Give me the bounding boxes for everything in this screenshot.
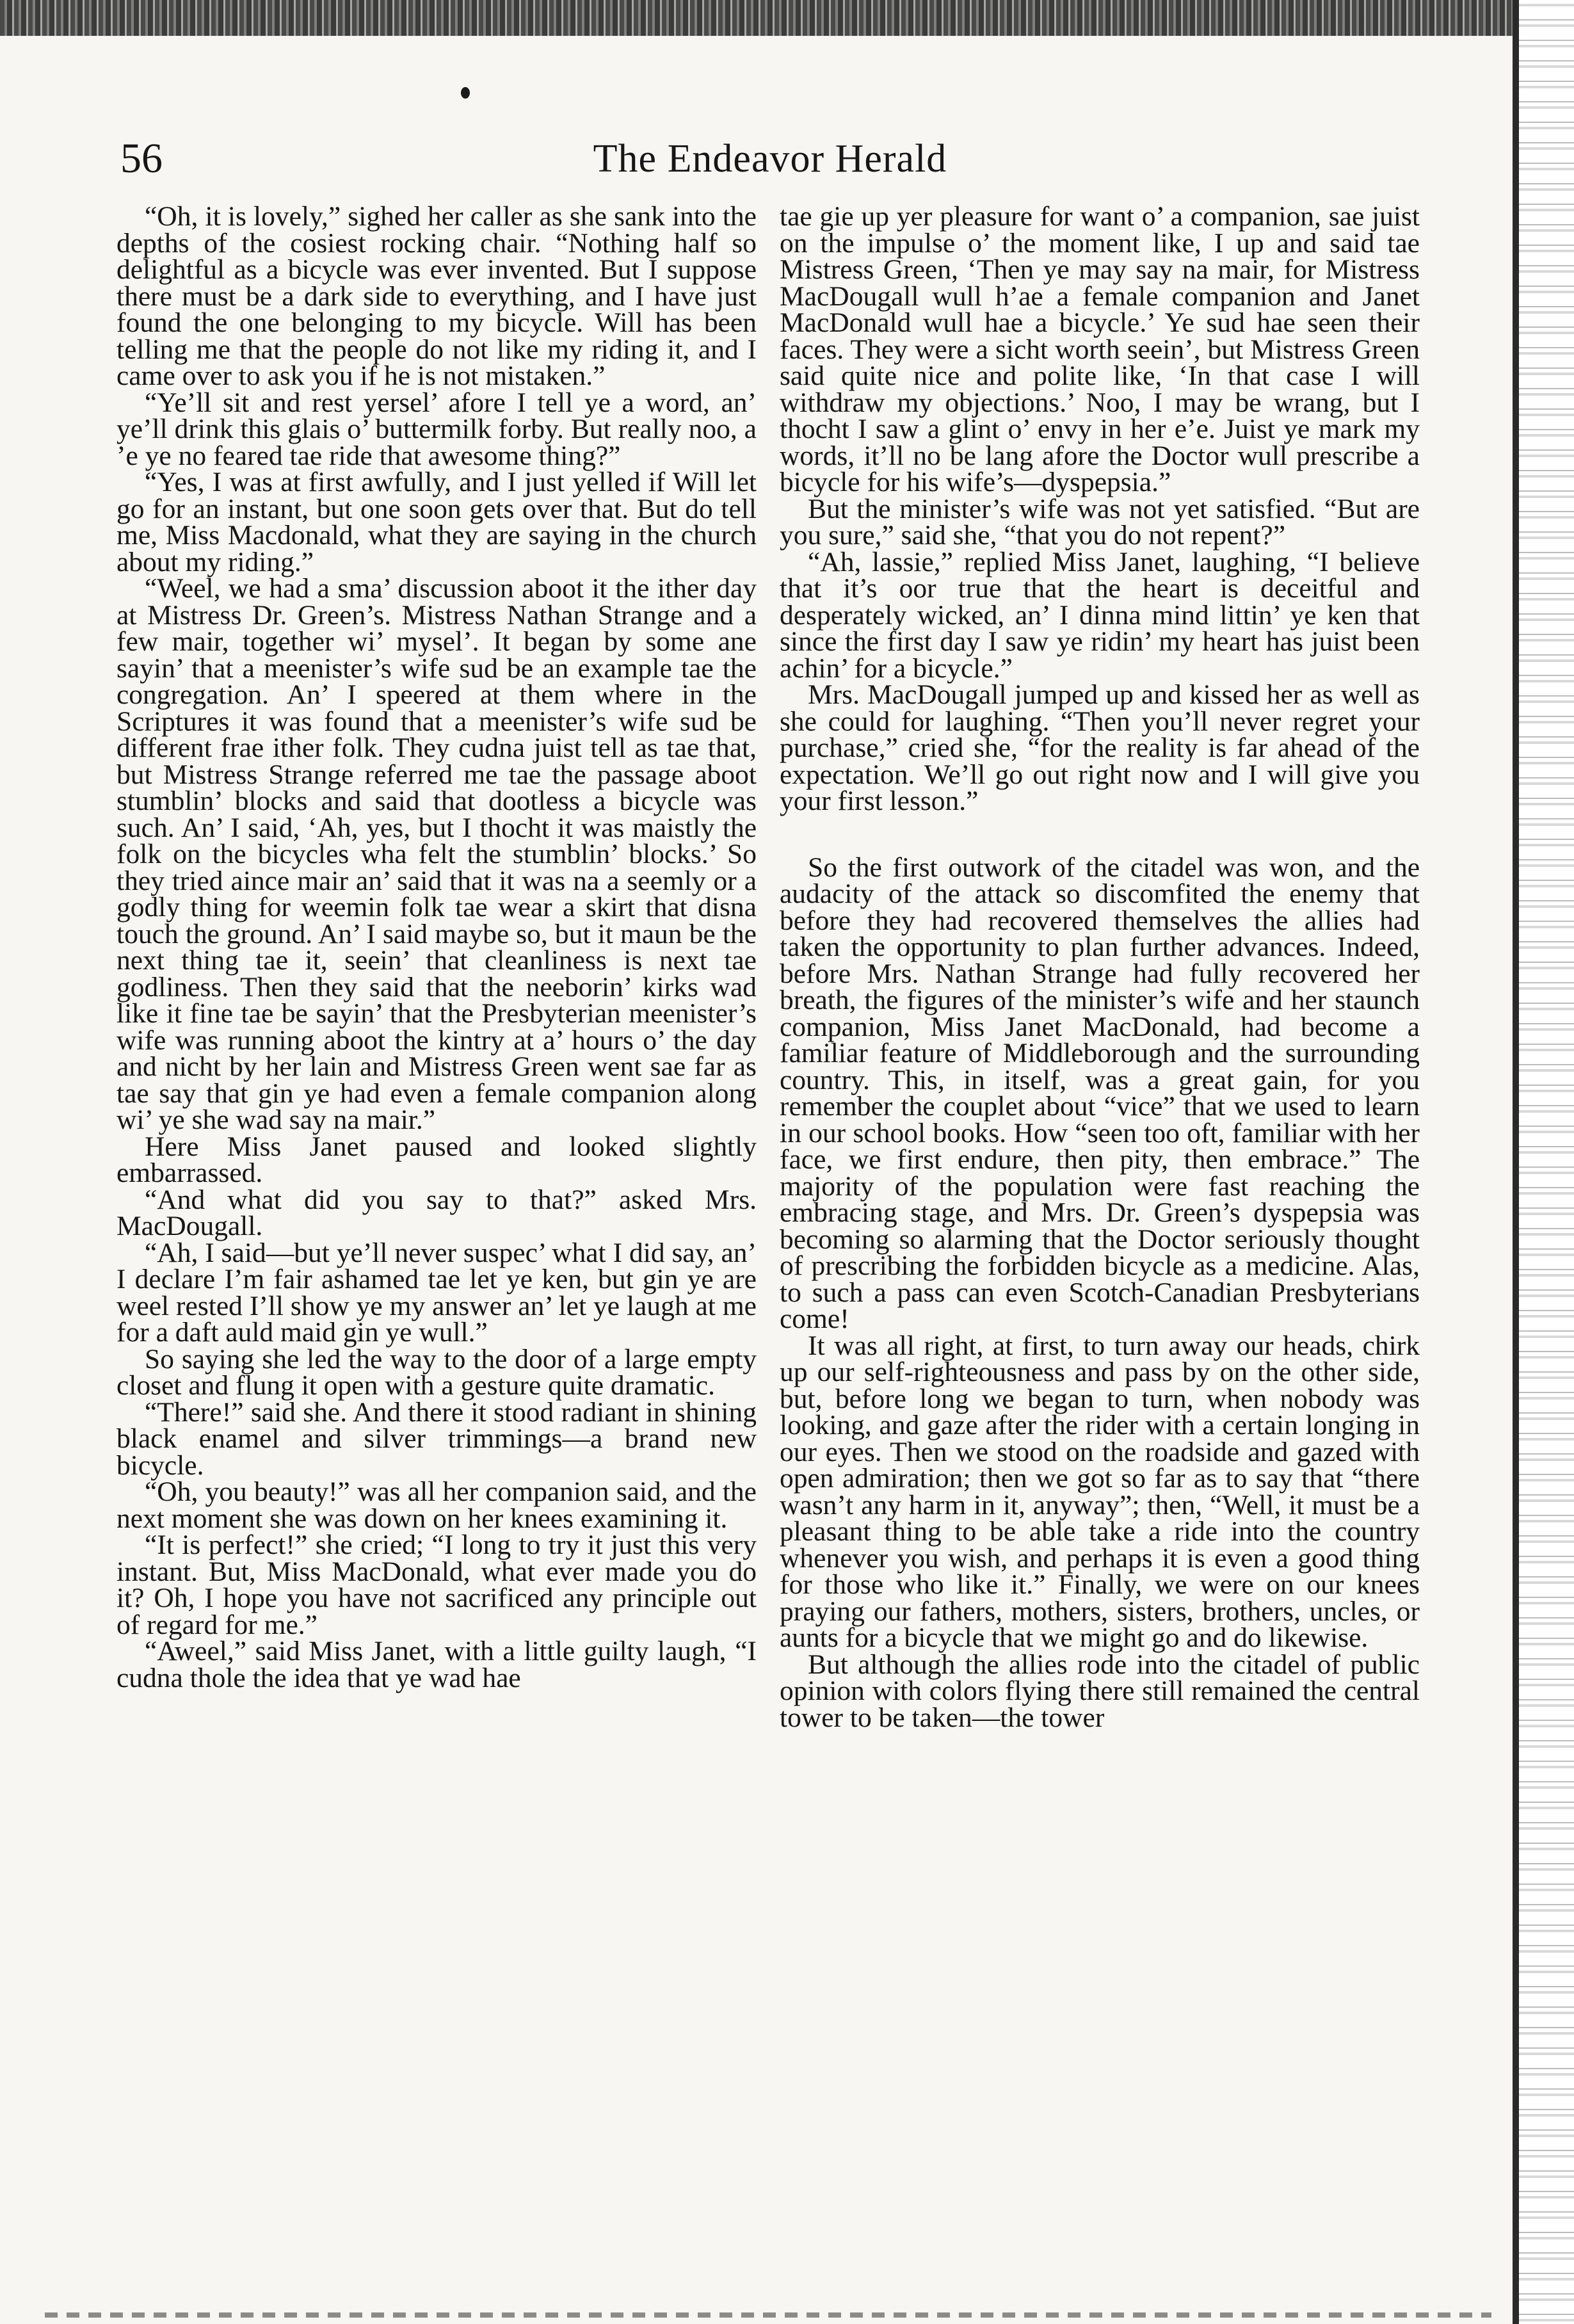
scan-edge-bottom — [45, 2312, 1491, 2318]
paragraph: “Oh, you beauty!” was all her companion said, and the next moment she was down on her knees examining it. — [116, 1476, 757, 1534]
paragraph: “Ah, I said—but ye’ll never suspec’ what I did say, an’ I declare I’m fair ashamed tae let ye ken, but gin ye are weel rested I’ll show ye my answer an’ let ye laugh at me for a daft auld maid gin ye wull.” — [116, 1237, 757, 1348]
ink-speck — [461, 87, 470, 99]
paragraph: Mrs. MacDougall jumped up and kissed her as well as she could for laughing. “Then you’ll never regret your purchase,” cried she, “for the reality is far ahead of the expectation. We’ll go out right now and I will give you your first lesson.” — [780, 679, 1420, 816]
paragraph: “Aweel,” said Miss Janet, with a little guilty laugh, “I cudna thole the idea that ye wad hae — [116, 1636, 757, 1693]
paragraph: “Yes, I was at first awfully, and I just yelled if Will let go for an instant, but one soon gets over that. But do tell me, Miss Macdonald, what they are saying in the church about my riding.” — [116, 467, 757, 577]
paragraph: “There!” said she. And there it stood radiant in shining black enamel and silver trimmings—a brand new bicycle. — [116, 1396, 757, 1481]
paragraph: “And what did you say to that?” asked Mrs. MacDougall. — [116, 1184, 757, 1241]
paragraph: It was all right, at first, to turn away our heads, chirk up our self-righteousness and pass by on the other side, but, before long we began to turn, when nobody was looking, and gaze after the rider with a certain longing in our eyes. Then we stood on the roadside and gazed with open admiration; then we got so far as to say that “there wasn’t any harm in it, anyway”; then, “Well, it must be a pleasant thing to be able take a ride into the country whenever you wish, and perhaps it is even a good thing for those who like it.” Finally, we were on our knees praying our fathers, mothers, sisters, brothers, uncles, or aunts for a bicycle that we might go and do likewise. — [780, 1330, 1420, 1653]
paragraph: So saying she led the way to the door of a large empty closet and flung it open with a gesture quite dramatic. — [116, 1343, 757, 1401]
paragraph: “Ye’ll sit and rest yersel’ afore I tell ye a word, an’ ye’ll drink this glais o’ buttermilk forby. But really noo, a ’e ye no feared tae ride that awesome thing?” — [116, 387, 757, 471]
right-column — [780, 201, 1420, 1733]
paragraph: “Oh, it is lovely,” sighed her caller as she sank into the depths of the cosiest rocking chair. “Nothing half so delightful as a bicycle was ever invented. But I suppose there must be a dark side to everything, and I have just found the one belonging to my bicycle. Will has been telling me that the people do not like my riding it, and I came over to ask you if he is not mistaken.” — [116, 201, 757, 391]
paragraph: Here Miss Janet paused and looked slightly embarrassed. — [116, 1131, 757, 1188]
left-column — [116, 201, 757, 1693]
paragraph: “Weel, we had a sma’ discussion aboot it the ither day at Mistress Dr. Green’s. Mistress Nathan Strange and a few mair, together wi’ mysel’. It began by some ane sayin’ that a meenister’s wife sud be an example tae the congregation. An’ I speered at them where in the Scriptures it was found that a meenister’s wife sud be different frae ither folk. They cudna juist tell as tae that, but Mistress Strange referred me tae the passage aboot stumblin’ blocks and said that dootless a bicycle was such. An’ I said, ‘Ah, yes, but I thocht it was maistly the folk on the bicycles wha felt the stumblin’ blocks.’ So they tried aince mair an’ said that it was na a seemly or a godly thing for weemin folk tae wear a skirt that disna touch the ground. An’ I said maybe so, but it maun be the next thing tae it, seein’ that cleanliness is next tae godliness. Then they said that the neeborin’ kirks wad like it fine tae be sayin’ that the Presbyterian meenister’s wife was running aboot the kintry at a’ hours o’ the day and nicht by her lain and Mistress Green went sae far as tae say that gin ye had even a female companion along wi’ ye she wad say na mair.” — [116, 573, 757, 1135]
journal-title: The Endeavor Herald — [593, 137, 947, 181]
paragraph: “It is perfect!” she cried; “I long to try it just this very instant. But, Miss MacDonald, what ever made you do it? Oh, I hope you have not sacrificed any principle out of regard for me.” — [116, 1529, 757, 1640]
paragraph: So the first outwork of the citadel was won, and the audacity of the attack so discomfited the enemy that before they had recovered themselves the allies had taken the opportunity to plan further advances. Indeed, before Mrs. Nathan Strange had fully recovered her breath, the figures of the minister’s wife and her staunch companion, Miss Janet MacDonald, had become a familiar feature of Middleborough and the surrounding country. This, in itself, was a great gain, for you remember the couplet about “vice” that we used to learn in our school books. How “seen too oft, familiar with her face, we first endure, then pity, then embrace.” The majority of the population were fast reaching the embracing stage, and Mrs. Dr. Green’s dyspepsia was becoming so alarming that the Doctor seriously thought of prescribing the forbidden bicycle as a medicine. Alas, to such a pass can even Scotch-Canadian Presbyterians come! — [780, 851, 1420, 1334]
paragraph: But although the allies rode into the citadel of public opinion with colors flying there still remained the central tower to be taken—the tower — [780, 1649, 1420, 1733]
page-header — [120, 133, 1420, 184]
scan-edge-top — [0, 0, 1574, 36]
paragraph: tae gie up yer pleasure for want o’ a companion, sae juist on the impulse o’ the moment like, I up and said tae Mistress Green, ‘Then ye may say na mair, for Mistress MacDougall wull h’ae a female companion and Janet MacDonald wull hae a bicycle.’ Ye sud hae seen their faces. They were a sicht worth seein’, but Mistress Green said quite nice and polite like, ‘In that case I will withdraw my objections.’ Noo, I may be wrang, but I thocht I saw a glint o’ envy in her e’e. Juist ye mark my words, it’ll no be lang afore the Doctor wull prescribe a bicycle for his wife’s—dyspepsia.” — [780, 201, 1420, 497]
page-number: 56 — [120, 135, 163, 182]
paragraph: “Ah, lassie,” replied Miss Janet, laughing, “I believe that it’s oor true that the heart is deceitful and desperately wicked, an’ I dinna mind littin’ ye ken that since the first day I saw ye ridin’ my heart has juist been achin’ for a bicycle.” — [780, 546, 1420, 684]
scan-edge-right — [1513, 0, 1574, 2324]
paragraph: But the minister’s wife was not yet satisfied. “But are you sure,” said she, “that you do not repent?” — [780, 493, 1420, 551]
